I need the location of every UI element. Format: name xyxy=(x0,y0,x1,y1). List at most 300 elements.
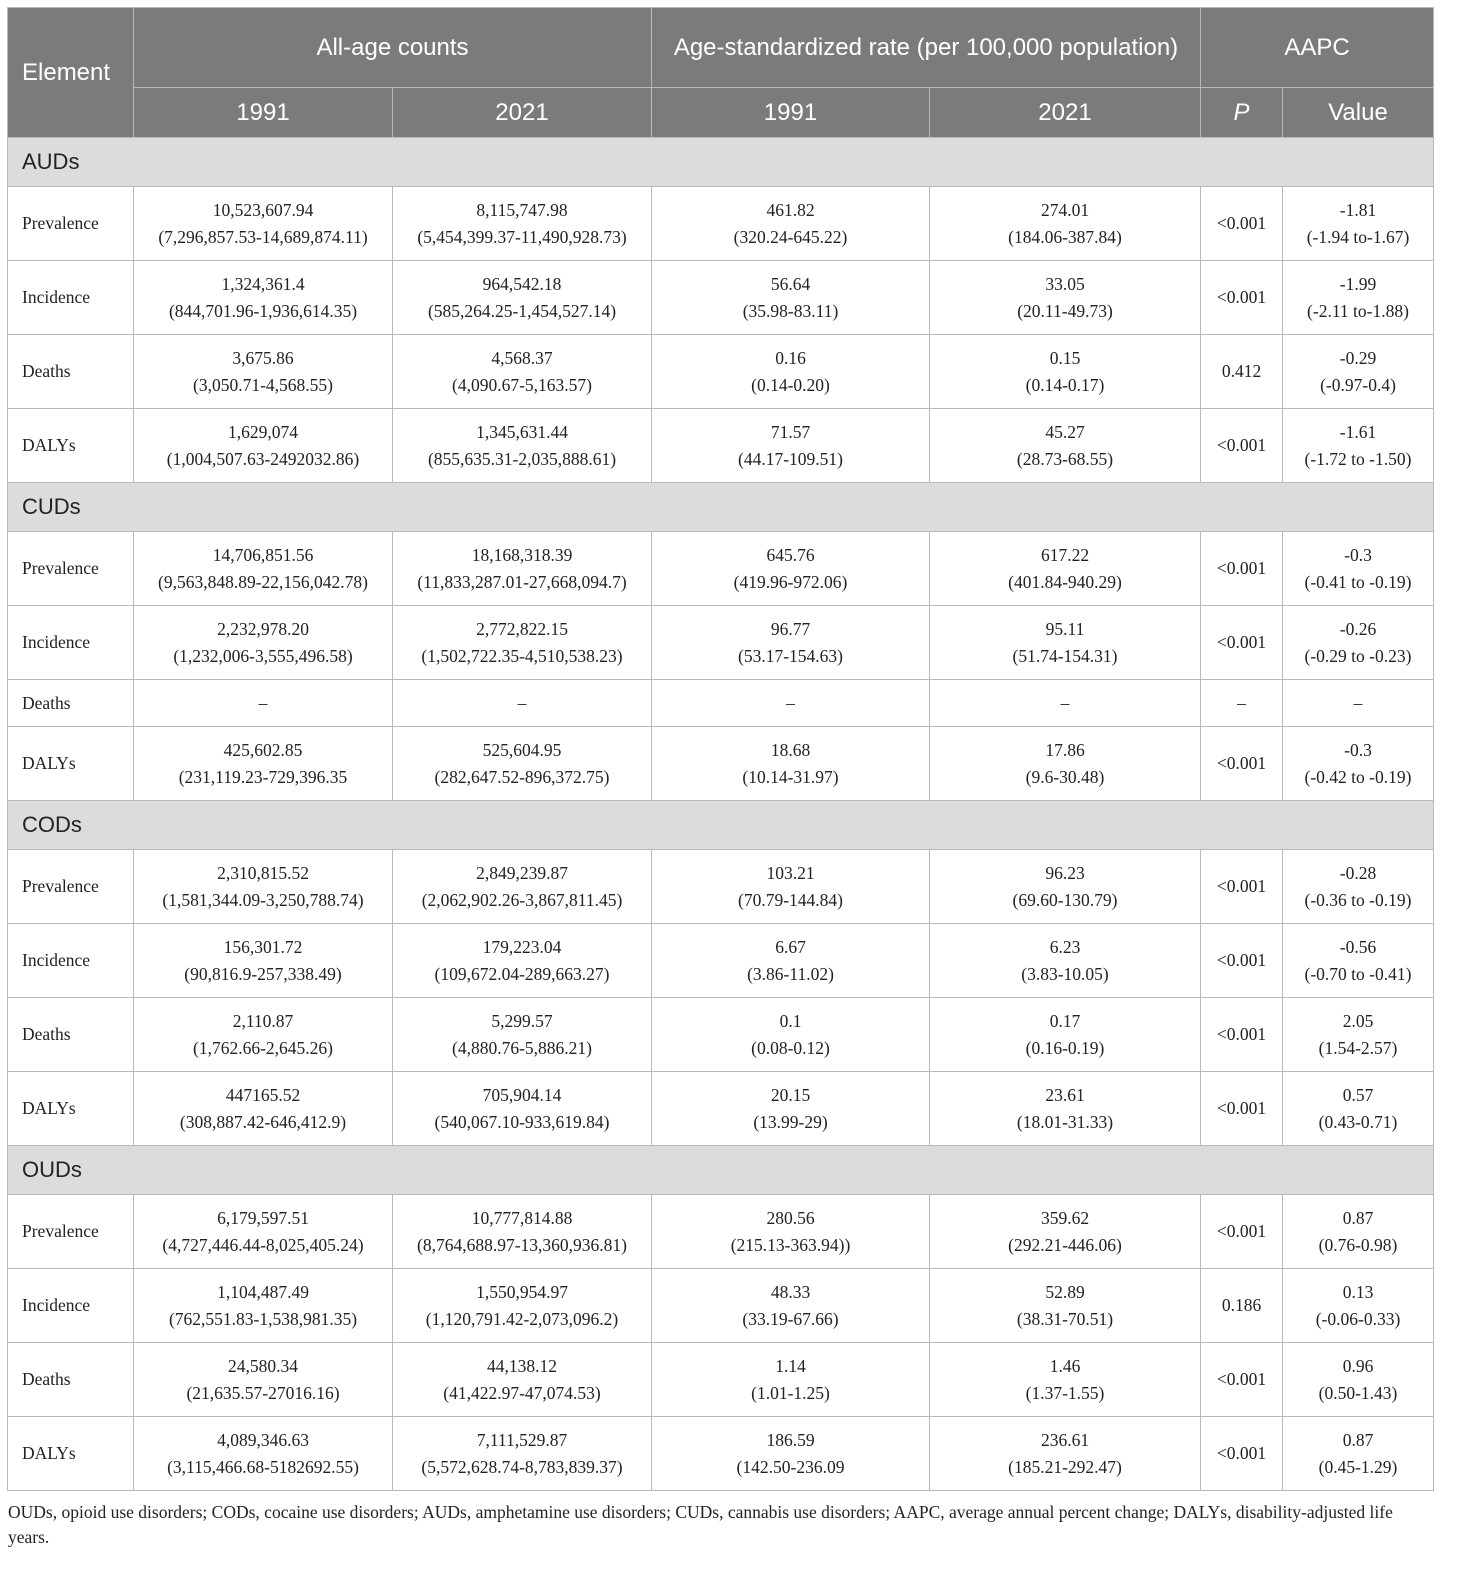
table-cell xyxy=(393,850,652,924)
cell-interval: (13.99-29) xyxy=(753,1111,828,1132)
header-rate-2021: 2021 xyxy=(930,88,1201,138)
cell-interval: (1.37-1.55) xyxy=(1025,1382,1105,1403)
cell-value: 2.05 xyxy=(1342,1010,1374,1031)
cell-interval: (-0.42 to -0.19) xyxy=(1304,766,1412,787)
cell-value: 525,604.95 xyxy=(482,739,562,760)
table-cell xyxy=(134,1195,393,1269)
cell-value: 6.67 xyxy=(775,936,806,957)
table-cell xyxy=(1283,998,1434,1072)
table-cell xyxy=(1283,1072,1434,1146)
row-label: Deaths xyxy=(8,1343,134,1417)
cell-value: 964,542.18 xyxy=(482,273,562,294)
cell-value: 0.57 xyxy=(1342,1084,1374,1105)
row-label: Prevalence xyxy=(8,1195,134,1269)
cell-value: 1.46 xyxy=(1049,1355,1081,1376)
table-cell xyxy=(1201,606,1283,680)
table-cell xyxy=(393,1343,652,1417)
cell-value: 2,110.87 xyxy=(232,1010,294,1031)
cell-interval: (3.86-11.02) xyxy=(747,963,834,984)
cell-interval: (0.76-0.98) xyxy=(1318,1234,1398,1255)
cell-interval: (282,647.52-896,372.75) xyxy=(434,766,610,787)
table-row xyxy=(8,924,1434,998)
cell-value: 179,223.04 xyxy=(482,936,562,957)
cell-interval: (5,454,399.37-11,490,928.73) xyxy=(417,226,627,247)
cell-interval: (0.43-0.71) xyxy=(1318,1111,1398,1132)
table-cell xyxy=(930,335,1201,409)
table-cell xyxy=(652,1195,930,1269)
table-cell xyxy=(134,335,393,409)
cell-interval: (185.21-292.47) xyxy=(1008,1456,1122,1477)
table-cell xyxy=(1283,850,1434,924)
cell-value: <0.001 xyxy=(1216,950,1267,970)
table-row xyxy=(8,532,1434,606)
table-cell xyxy=(1201,727,1283,801)
table-cell xyxy=(1201,1417,1283,1491)
cell-value: 4,568.37 xyxy=(491,347,553,368)
table-cell xyxy=(134,409,393,483)
cell-value: 18.68 xyxy=(770,739,811,760)
table-cell xyxy=(1283,727,1434,801)
table-cell xyxy=(1283,606,1434,680)
cell-value: 0.16 xyxy=(775,347,806,368)
table-cell xyxy=(1201,532,1283,606)
table-cell xyxy=(393,335,652,409)
row-label: Deaths xyxy=(8,335,134,409)
table-cell xyxy=(652,680,930,727)
cell-value: -0.3 xyxy=(1344,544,1372,565)
row-label: Prevalence xyxy=(8,850,134,924)
table-cell xyxy=(652,850,930,924)
table-row xyxy=(8,1072,1434,1146)
cell-value: <0.001 xyxy=(1216,1024,1267,1044)
cell-value: 447165.52 xyxy=(225,1084,301,1105)
row-label: DALYs xyxy=(8,727,134,801)
table-cell xyxy=(930,1417,1201,1491)
table-cell xyxy=(393,680,652,727)
table-cell xyxy=(652,606,930,680)
cell-value: -0.28 xyxy=(1339,862,1377,883)
cell-interval: (11,833,287.01-27,668,094.7) xyxy=(417,571,627,592)
cell-interval: (53.17-154.63) xyxy=(738,645,843,666)
cell-interval: (1,004,507.63-2492032.86) xyxy=(166,448,360,469)
table-cell xyxy=(652,924,930,998)
table-row xyxy=(8,727,1434,801)
cell-value: 17.86 xyxy=(1045,739,1085,760)
cell-interval: (320.24-645.22) xyxy=(733,226,848,247)
table-row xyxy=(8,335,1434,409)
row-label: Deaths xyxy=(8,680,134,727)
table-row xyxy=(8,1269,1434,1343)
table-cell xyxy=(134,261,393,335)
cell-interval: (1,762.66-2,645.26) xyxy=(193,1037,333,1058)
table-row xyxy=(8,187,1434,261)
cell-value: 0.412 xyxy=(1221,361,1262,381)
cell-value: 236.61 xyxy=(1040,1429,1090,1450)
cell-interval: (0.08-0.12) xyxy=(751,1037,830,1058)
cell-value: 96.77 xyxy=(770,618,811,639)
cell-interval: (1,120,791.42-2,073,096.2) xyxy=(425,1308,619,1329)
cell-value: 71.57 xyxy=(770,421,811,442)
table-cell xyxy=(1283,680,1434,727)
table-cell xyxy=(652,998,930,1072)
cell-interval: (90,816.9-257,338.49) xyxy=(184,963,342,984)
header-value: Value xyxy=(1283,88,1434,138)
cell-interval: (109,672.04-289,663.27) xyxy=(434,963,610,984)
table-row xyxy=(8,1343,1434,1417)
header-p: P xyxy=(1201,88,1283,138)
cell-value: 617.22 xyxy=(1040,544,1090,565)
cell-value: <0.001 xyxy=(1216,632,1267,652)
table-cell xyxy=(930,261,1201,335)
cell-interval: (44.17-109.51) xyxy=(738,448,843,469)
table-row xyxy=(8,680,1434,727)
cell-interval: (8,764,688.97-13,360,936.81) xyxy=(417,1234,627,1255)
cell-value: 20.15 xyxy=(770,1084,811,1105)
cell-interval: (0.50-1.43) xyxy=(1318,1382,1398,1403)
table-cell xyxy=(134,1072,393,1146)
table-cell xyxy=(1283,1343,1434,1417)
table-cell xyxy=(393,727,652,801)
cell-interval: (4,090.67-5,163.57) xyxy=(452,374,592,395)
section-title: OUDs xyxy=(8,1146,1434,1195)
table-cell xyxy=(652,1417,930,1491)
table-cell xyxy=(1283,261,1434,335)
table-cell xyxy=(652,409,930,483)
table-cell xyxy=(652,335,930,409)
cell-value: 10,777,814.88 xyxy=(471,1207,573,1228)
table-cell xyxy=(1201,335,1283,409)
cell-interval: (9.6-30.48) xyxy=(1025,766,1105,787)
header-rate-1991: 1991 xyxy=(652,88,930,138)
cell-value: 1,324,361.4 xyxy=(221,273,305,294)
cell-interval: (10.14-31.97) xyxy=(742,766,839,787)
cell-value: -1.61 xyxy=(1339,421,1377,442)
table-cell xyxy=(930,1269,1201,1343)
cell-value: 33.05 xyxy=(1045,273,1085,294)
table-cell xyxy=(134,727,393,801)
cell-value: 1,345,631.44 xyxy=(476,421,568,442)
cell-interval: (18.01-31.33) xyxy=(1016,1111,1114,1132)
cell-value: 645.76 xyxy=(766,544,815,565)
table-cell xyxy=(393,409,652,483)
cell-interval: (38.31-70.51) xyxy=(1016,1308,1114,1329)
section-row xyxy=(8,801,1434,850)
table-cell xyxy=(652,532,930,606)
cell-interval: (142.50-236.09 xyxy=(736,1456,845,1477)
cell-interval: (0.45-1.29) xyxy=(1318,1456,1398,1477)
cell-value: -0.3 xyxy=(1344,739,1372,760)
table-cell xyxy=(1283,1417,1434,1491)
row-label: Deaths xyxy=(8,998,134,1072)
cell-interval: (-0.06-0.33) xyxy=(1315,1308,1401,1329)
table-cell xyxy=(930,998,1201,1072)
table-cell xyxy=(134,680,393,727)
table-cell xyxy=(1201,1343,1283,1417)
cell-value: 1.14 xyxy=(775,1355,806,1376)
cell-value: 48.33 xyxy=(770,1281,811,1302)
cell-value: 1,104,487.49 xyxy=(217,1281,309,1302)
cell-value: <0.001 xyxy=(1216,213,1267,233)
cell-value: <0.001 xyxy=(1216,1369,1267,1389)
table-cell xyxy=(652,727,930,801)
table-cell xyxy=(134,606,393,680)
cell-value: 280.56 xyxy=(766,1207,815,1228)
row-label: Prevalence xyxy=(8,187,134,261)
table-cell xyxy=(393,1195,652,1269)
cell-value: – xyxy=(258,692,268,713)
table-body xyxy=(8,138,1434,1491)
cell-interval: (-0.29 to -0.23) xyxy=(1304,645,1412,666)
cell-value: 0.13 xyxy=(1342,1281,1374,1302)
section-title: CUDs xyxy=(8,483,1434,532)
cell-interval: (41,422.97-47,074.53) xyxy=(443,1382,601,1403)
cell-interval: (3,050.71-4,568.55) xyxy=(193,374,333,395)
cell-interval: (4,880.76-5,886.21) xyxy=(452,1037,592,1058)
cell-value: – xyxy=(517,692,527,713)
cell-value: 52.89 xyxy=(1045,1281,1085,1302)
cell-interval: (0.14-0.17) xyxy=(1025,374,1105,395)
table-row xyxy=(8,850,1434,924)
table-cell xyxy=(393,261,652,335)
table-cell xyxy=(393,1417,652,1491)
row-label: DALYs xyxy=(8,1072,134,1146)
cell-interval: (292.21-446.06) xyxy=(1008,1234,1122,1255)
cell-value: 4,089,346.63 xyxy=(217,1429,309,1450)
cell-interval: (7,296,857.53-14,689,874.11) xyxy=(158,226,368,247)
cell-value: <0.001 xyxy=(1216,435,1267,455)
cell-interval: (9,563,848.89-22,156,042.78) xyxy=(158,571,368,592)
table-cell xyxy=(1201,1195,1283,1269)
cell-interval: (28.73-68.55) xyxy=(1016,448,1114,469)
cell-interval: (1,502,722.35-4,510,538.23) xyxy=(421,645,623,666)
cell-interval: (308,887.42-646,412.9) xyxy=(179,1111,347,1132)
cell-value: 7,111,529.87 xyxy=(476,1429,568,1450)
cell-value: 1,550,954.97 xyxy=(476,1281,568,1302)
cell-value: 44,138.12 xyxy=(487,1355,557,1376)
table-cell xyxy=(1283,532,1434,606)
cell-interval: (184.06-387.84) xyxy=(1008,226,1122,247)
cell-value: 359.62 xyxy=(1040,1207,1090,1228)
table-footnote: OUDs, opioid use disorders; CODs, cocaine use disorders; AUDs, amphetamine use disorders; CUDs, cannabis use disorders; AAPC, average annual percent change; DALYs, disability-adjusted life years. xyxy=(8,1502,1393,1547)
cell-value: 0.1 xyxy=(779,1010,802,1031)
table-cell xyxy=(930,924,1201,998)
table-cell xyxy=(1201,187,1283,261)
header-counts-2021: 2021 xyxy=(393,88,652,138)
cell-interval: (419.96-972.06) xyxy=(733,571,848,592)
cell-value: 0.96 xyxy=(1342,1355,1374,1376)
table-cell xyxy=(652,261,930,335)
cell-value: – xyxy=(1060,692,1070,713)
table-cell xyxy=(1201,1269,1283,1343)
cell-interval: (33.19-67.66) xyxy=(742,1308,839,1329)
table-cell xyxy=(652,1072,930,1146)
table-cell xyxy=(134,1269,393,1343)
table-cell xyxy=(1201,998,1283,1072)
cell-value: 45.27 xyxy=(1045,421,1085,442)
cell-interval: (-0.41 to -0.19) xyxy=(1304,571,1412,592)
table-cell xyxy=(1283,187,1434,261)
cell-interval: (855,635.31-2,035,888.61) xyxy=(427,448,617,469)
table-cell xyxy=(930,850,1201,924)
cell-value: -0.26 xyxy=(1339,618,1377,639)
cell-interval: (215.13-363.94)) xyxy=(730,1234,851,1255)
cell-value: – xyxy=(786,692,795,713)
cell-interval: (762,551.83-1,538,981.35) xyxy=(168,1308,358,1329)
cell-value: – xyxy=(1237,692,1246,713)
section-title: CODs xyxy=(8,801,1434,850)
cell-interval: (-0.70 to -0.41) xyxy=(1304,963,1412,984)
cell-interval: (0.16-0.19) xyxy=(1025,1037,1105,1058)
cell-value: 95.11 xyxy=(1045,618,1085,639)
cell-interval: (231,119.23-729,396.35 xyxy=(178,766,348,787)
section-row xyxy=(8,1146,1434,1195)
cell-interval: (51.74-154.31) xyxy=(1012,645,1118,666)
table-cell xyxy=(930,1195,1201,1269)
cell-value: 56.64 xyxy=(770,273,811,294)
cell-interval: (1,232,006-3,555,496.58) xyxy=(173,645,353,666)
section-row xyxy=(8,138,1434,187)
cell-value: 23.61 xyxy=(1045,1084,1085,1105)
cell-interval: (-1.72 to -1.50) xyxy=(1304,448,1412,469)
cell-interval: (1.54-2.57) xyxy=(1318,1037,1398,1058)
cell-value: 24,580.34 xyxy=(228,1355,298,1376)
table-cell xyxy=(393,606,652,680)
cell-value: -1.81 xyxy=(1339,199,1377,220)
table-row xyxy=(8,998,1434,1072)
cell-value: <0.001 xyxy=(1216,1443,1267,1463)
table-row xyxy=(8,409,1434,483)
table-cell xyxy=(1201,1072,1283,1146)
cell-interval: (-1.94 to-1.67) xyxy=(1306,226,1410,247)
table-cell xyxy=(930,532,1201,606)
cell-value: 705,904.14 xyxy=(482,1084,562,1105)
table-cell xyxy=(930,1343,1201,1417)
row-label: Prevalence xyxy=(8,532,134,606)
data-table xyxy=(7,7,1434,1491)
table-cell xyxy=(134,1343,393,1417)
cell-interval: (585,264.25-1,454,527.14) xyxy=(427,300,617,321)
table-cell xyxy=(134,187,393,261)
cell-interval: (1,581,344.09-3,250,788.74) xyxy=(162,889,364,910)
cell-value: 6,179,597.51 xyxy=(217,1207,309,1228)
table-cell xyxy=(930,680,1201,727)
row-label: Incidence xyxy=(8,924,134,998)
cell-value: 461.82 xyxy=(766,199,815,220)
header-element: Element xyxy=(8,8,134,138)
cell-value: 8,115,747.98 xyxy=(476,199,568,220)
row-label: Incidence xyxy=(8,606,134,680)
row-label: Incidence xyxy=(8,1269,134,1343)
cell-value: 2,310,815.52 xyxy=(217,862,309,883)
table-cell xyxy=(393,1269,652,1343)
cell-value: 5,299.57 xyxy=(491,1010,553,1031)
section-title: AUDs xyxy=(8,138,1434,187)
cell-interval: (4,727,446.44-8,025,405.24) xyxy=(162,1234,364,1255)
cell-value: <0.001 xyxy=(1216,1098,1267,1118)
row-label: DALYs xyxy=(8,409,134,483)
section-row xyxy=(8,483,1434,532)
table-cell xyxy=(1283,924,1434,998)
table-cell xyxy=(393,187,652,261)
table-cell xyxy=(393,1072,652,1146)
cell-interval: (-0.36 to -0.19) xyxy=(1304,889,1412,910)
table-cell xyxy=(1283,409,1434,483)
cell-value: 0.15 xyxy=(1049,347,1081,368)
cell-interval: (844,701.96-1,936,614.35) xyxy=(168,300,358,321)
table-cell xyxy=(930,727,1201,801)
table-cell xyxy=(134,850,393,924)
cell-interval: (-0.97-0.4) xyxy=(1320,374,1396,395)
cell-value: 14,706,851.56 xyxy=(212,544,314,565)
table-cell xyxy=(134,1417,393,1491)
cell-interval: (69.60-130.79) xyxy=(1012,889,1118,910)
row-label: DALYs xyxy=(8,1417,134,1491)
cell-value: 0.186 xyxy=(1221,1295,1262,1315)
table-cell xyxy=(930,187,1201,261)
table-cell xyxy=(930,606,1201,680)
cell-interval: (70.79-144.84) xyxy=(738,889,843,910)
cell-value: 425,602.85 xyxy=(223,739,303,760)
table-cell xyxy=(134,998,393,1072)
row-label: Incidence xyxy=(8,261,134,335)
cell-interval: (21,635.57-27016.16) xyxy=(186,1382,340,1403)
cell-value: 0.87 xyxy=(1342,1429,1374,1450)
cell-value: <0.001 xyxy=(1216,558,1267,578)
cell-value: -0.29 xyxy=(1339,347,1377,368)
table-cell xyxy=(1201,680,1283,727)
table-cell xyxy=(1201,850,1283,924)
table-cell xyxy=(393,998,652,1072)
table-cell xyxy=(393,532,652,606)
cell-value: 2,772,822.15 xyxy=(476,618,568,639)
cell-value: 0.87 xyxy=(1342,1207,1374,1228)
cell-interval: (0.14-0.20) xyxy=(751,374,830,395)
header-aapc: AAPC xyxy=(1201,8,1434,88)
cell-interval: (20.11-49.73) xyxy=(1017,300,1113,321)
table-cell xyxy=(652,1343,930,1417)
table-cell xyxy=(930,409,1201,483)
cell-value: 1,629,074 xyxy=(228,421,298,442)
header-all-age-counts: All-age counts xyxy=(134,8,652,88)
cell-value: 156,301.72 xyxy=(223,936,303,957)
cell-value: 3,675.86 xyxy=(232,347,294,368)
table-cell xyxy=(1201,261,1283,335)
cell-value: <0.001 xyxy=(1216,1221,1267,1241)
table-cell xyxy=(134,532,393,606)
cell-value: 103.21 xyxy=(766,862,815,883)
table-cell xyxy=(1283,335,1434,409)
cell-interval: (1.01-1.25) xyxy=(751,1382,830,1403)
cell-interval: (3,115,466.68-5182692.55) xyxy=(167,1456,359,1477)
cell-value: -0.56 xyxy=(1339,936,1377,957)
cell-interval: (5,572,628.74-8,783,839.37) xyxy=(421,1456,623,1477)
cell-value: 6.23 xyxy=(1049,936,1081,957)
table-cell xyxy=(1283,1195,1434,1269)
table-row xyxy=(8,261,1434,335)
cell-value: 96.23 xyxy=(1045,862,1085,883)
cell-value: 186.59 xyxy=(766,1429,815,1450)
table-row xyxy=(8,1417,1434,1491)
table-cell xyxy=(1201,409,1283,483)
cell-interval: (-2.11 to-1.88) xyxy=(1307,300,1409,321)
cell-value: 10,523,607.94 xyxy=(212,199,314,220)
table-container xyxy=(7,7,1433,1550)
cell-value: 2,849,239.87 xyxy=(476,862,568,883)
header-age-standardized-rate: Age-standardized rate (per 100,000 population) xyxy=(652,8,1201,88)
cell-value: 0.17 xyxy=(1049,1010,1081,1031)
cell-value: 2,232,978.20 xyxy=(217,618,309,639)
cell-interval: (3.83-10.05) xyxy=(1021,963,1109,984)
